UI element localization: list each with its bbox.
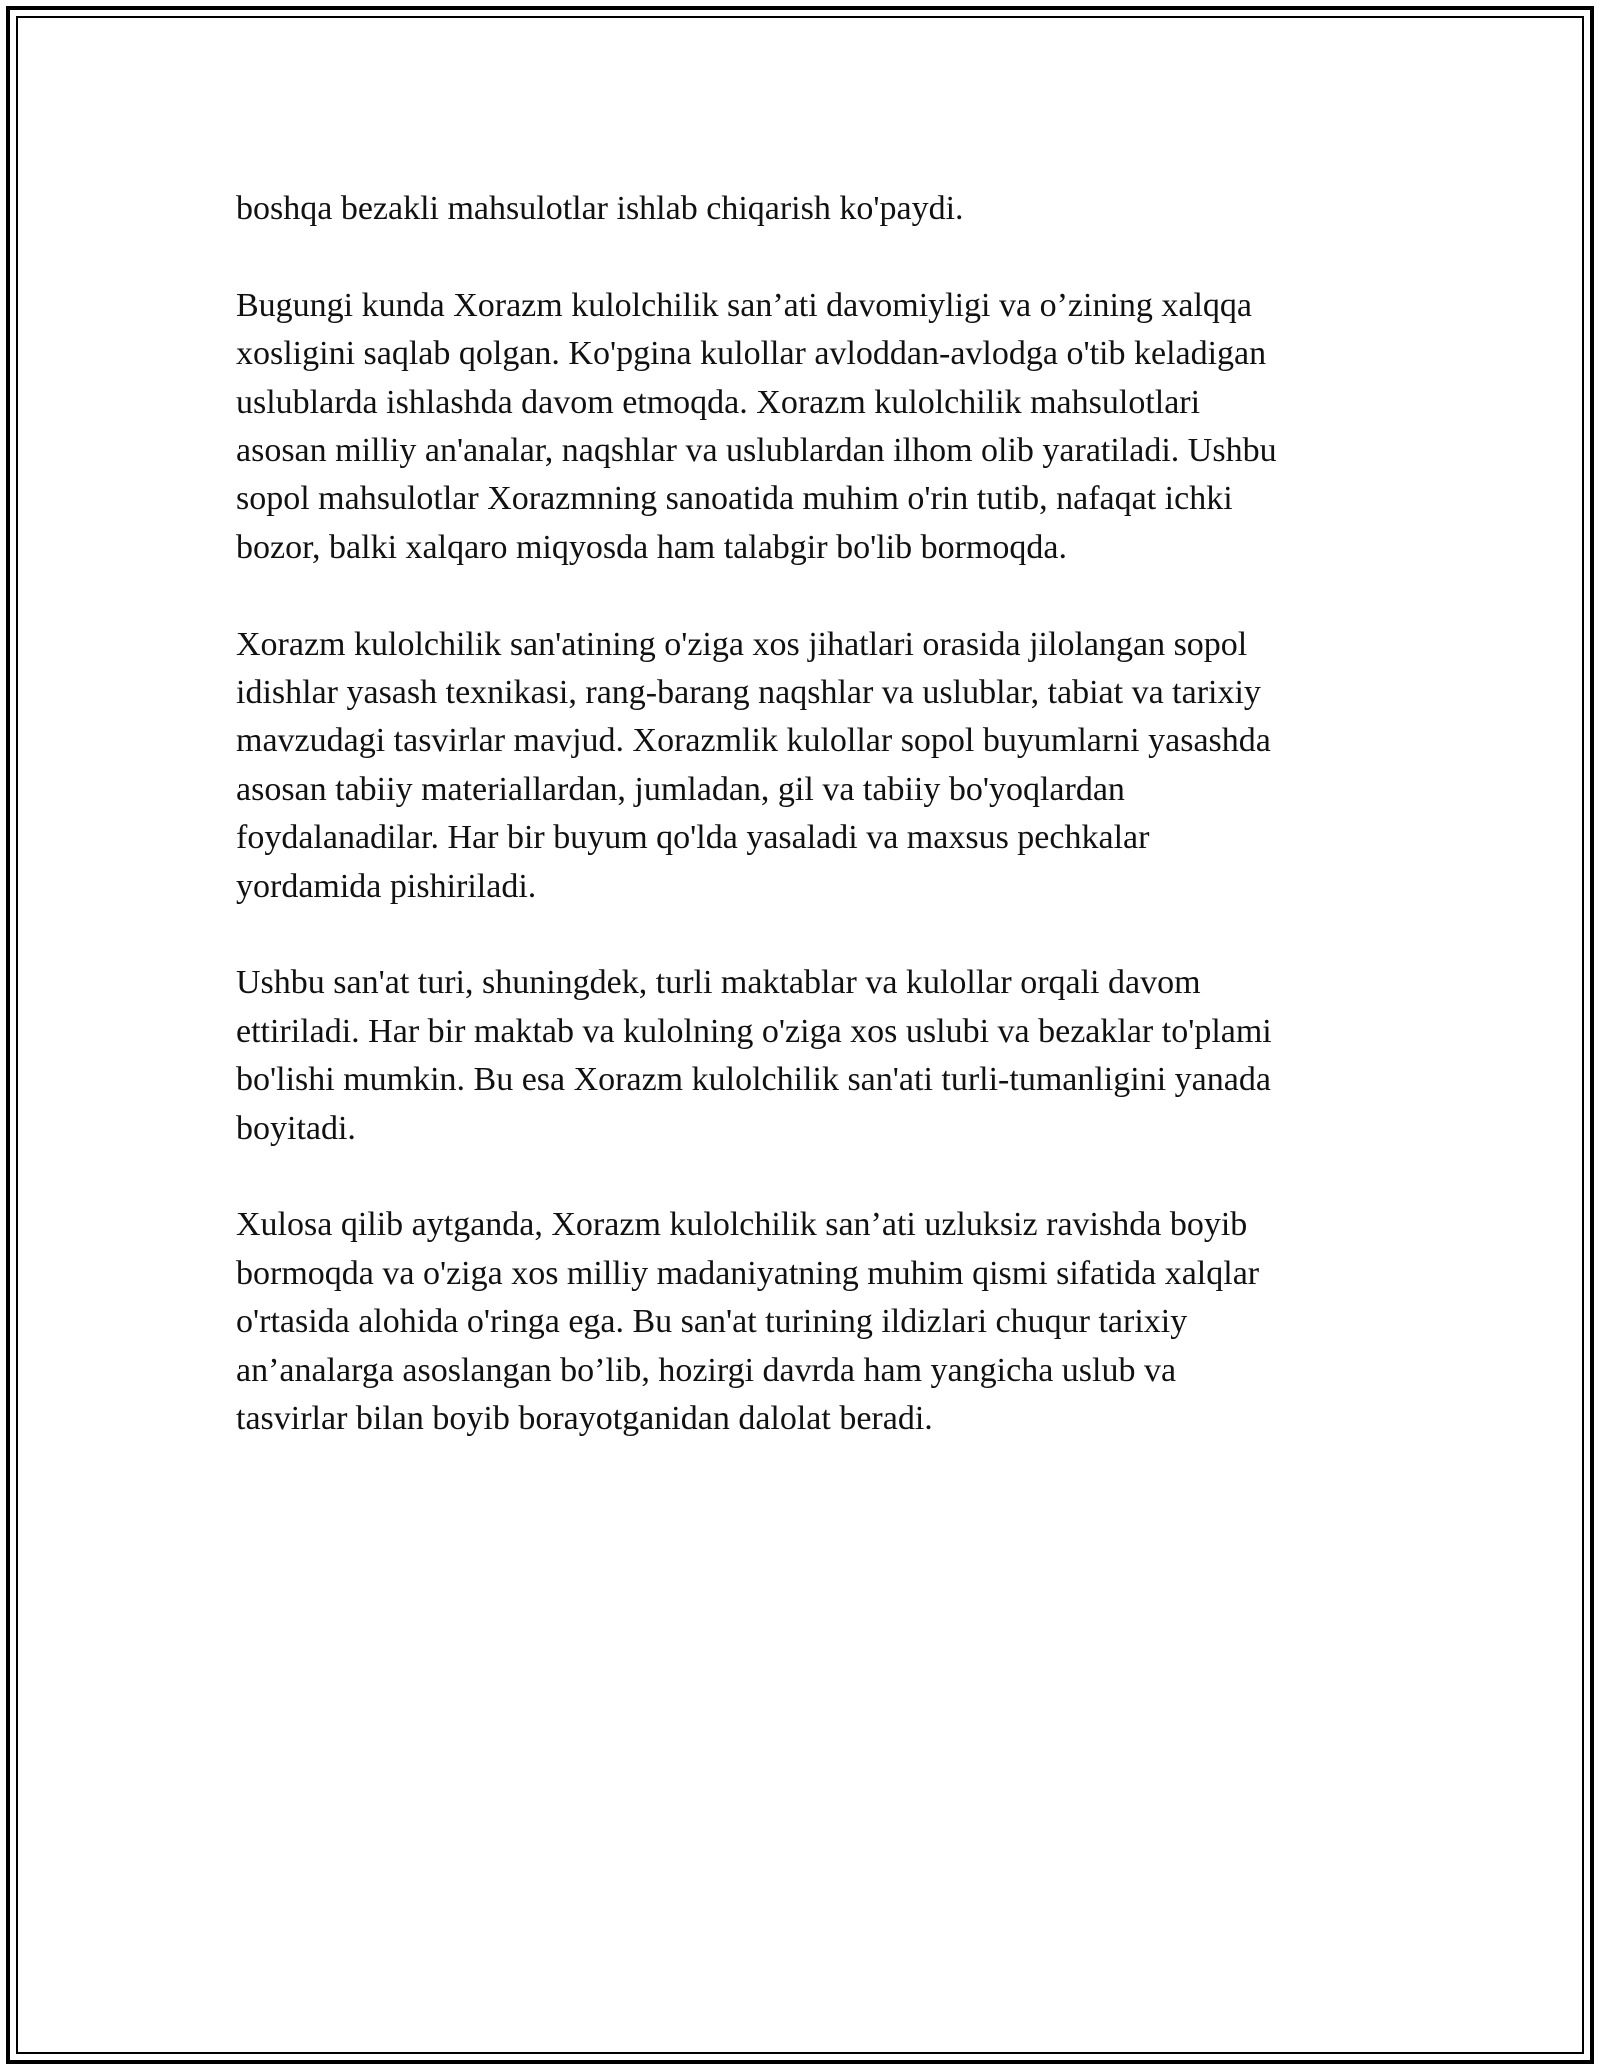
- text-line: boshqa bezakli mahsulotlar ishlab chiqarish ko'paydi.: [236, 190, 964, 227]
- paragraph-5: [236, 1201, 1386, 1443]
- text-line: idishlar yasash texnikasi, rang-barang naqshlar va uslublar, tabiat va tarixiy: [236, 674, 1261, 712]
- text-line: o'rtasida alohida o'ringa ega. Bu san'at turining ildizlari chuqur tarixiy: [236, 1303, 1188, 1341]
- text-line: Bugungi kunda Xorazm kulolchilik san’ati davomiyligi va o’zining xalqqa: [236, 286, 1253, 324]
- text-line: bozor, balki xalqaro miqyosda ham talabgir bo'lib bormoqda.: [236, 528, 1067, 566]
- text-line: ettiriladi. Har bir maktab va kulolning o'ziga xos uslubi va bezaklar to'plami: [236, 1012, 1272, 1050]
- text-line: foydalanadilar. Har bir buyum qo'lda yasaladi va maxsus pechkalar: [236, 819, 1150, 857]
- text-line: sopol mahsulotlar Xorazmning sanoatida muhim o'rin tutib, nafaqat ichki: [236, 480, 1233, 518]
- text-line: yordamida pishiriladi.: [236, 867, 537, 905]
- text-line: bo'lishi mumkin. Bu esa Xorazm kulolchilik san'ati turli-tumanligini yanada: [236, 1061, 1271, 1099]
- text-line: Xulosa qilib aytganda, Xorazm kulolchilik san’ati uzluksiz ravishda boyib: [236, 1206, 1248, 1244]
- document-body: [236, 185, 1386, 1492]
- text-line: xosligini saqlab qolgan. Ko'pgina kulollar avloddan-avlodga o'tib keladigan: [236, 335, 1267, 373]
- text-line: Ushbu san'at turi, shuningdek, turli maktablar va kulollar orqali davom: [236, 964, 1201, 1002]
- text-line: Xorazm kulolchilik san'atining o'ziga xos jihatlari orasida jilolangan sopol: [236, 625, 1248, 663]
- text-line: uslublarda ishlashda davom etmoqda. Xorazm kulolchilik mahsulotlari: [236, 383, 1201, 421]
- paragraph-3: [236, 621, 1386, 911]
- text-line: mavzudagi tasvirlar mavjud. Xorazmlik kulollar sopol buyumlarni yasashda: [236, 722, 1271, 760]
- text-line: an’analarga asoslangan bo’lib, hozirgi davrda ham yangicha uslub va: [236, 1351, 1177, 1389]
- paragraph-4: [236, 959, 1386, 1153]
- text-line: tasvirlar bilan boyib borayotganidan dalolat beradi.: [236, 1400, 933, 1438]
- text-line: boyitadi.: [236, 1109, 356, 1147]
- paragraph-1: [236, 185, 1386, 233]
- text-line: bormoqda va o'ziga xos milliy madaniyatning muhim qismi sifatida xalqlar: [236, 1254, 1260, 1292]
- text-line: asosan milliy an'analar, naqshlar va uslublardan ilhom olib yaratiladi. Ushbu: [236, 432, 1277, 470]
- text-line: asosan tabiiy materiallardan, jumladan, gil va tabiiy bo'yoqlardan: [236, 770, 1125, 808]
- paragraph-2: [236, 282, 1386, 572]
